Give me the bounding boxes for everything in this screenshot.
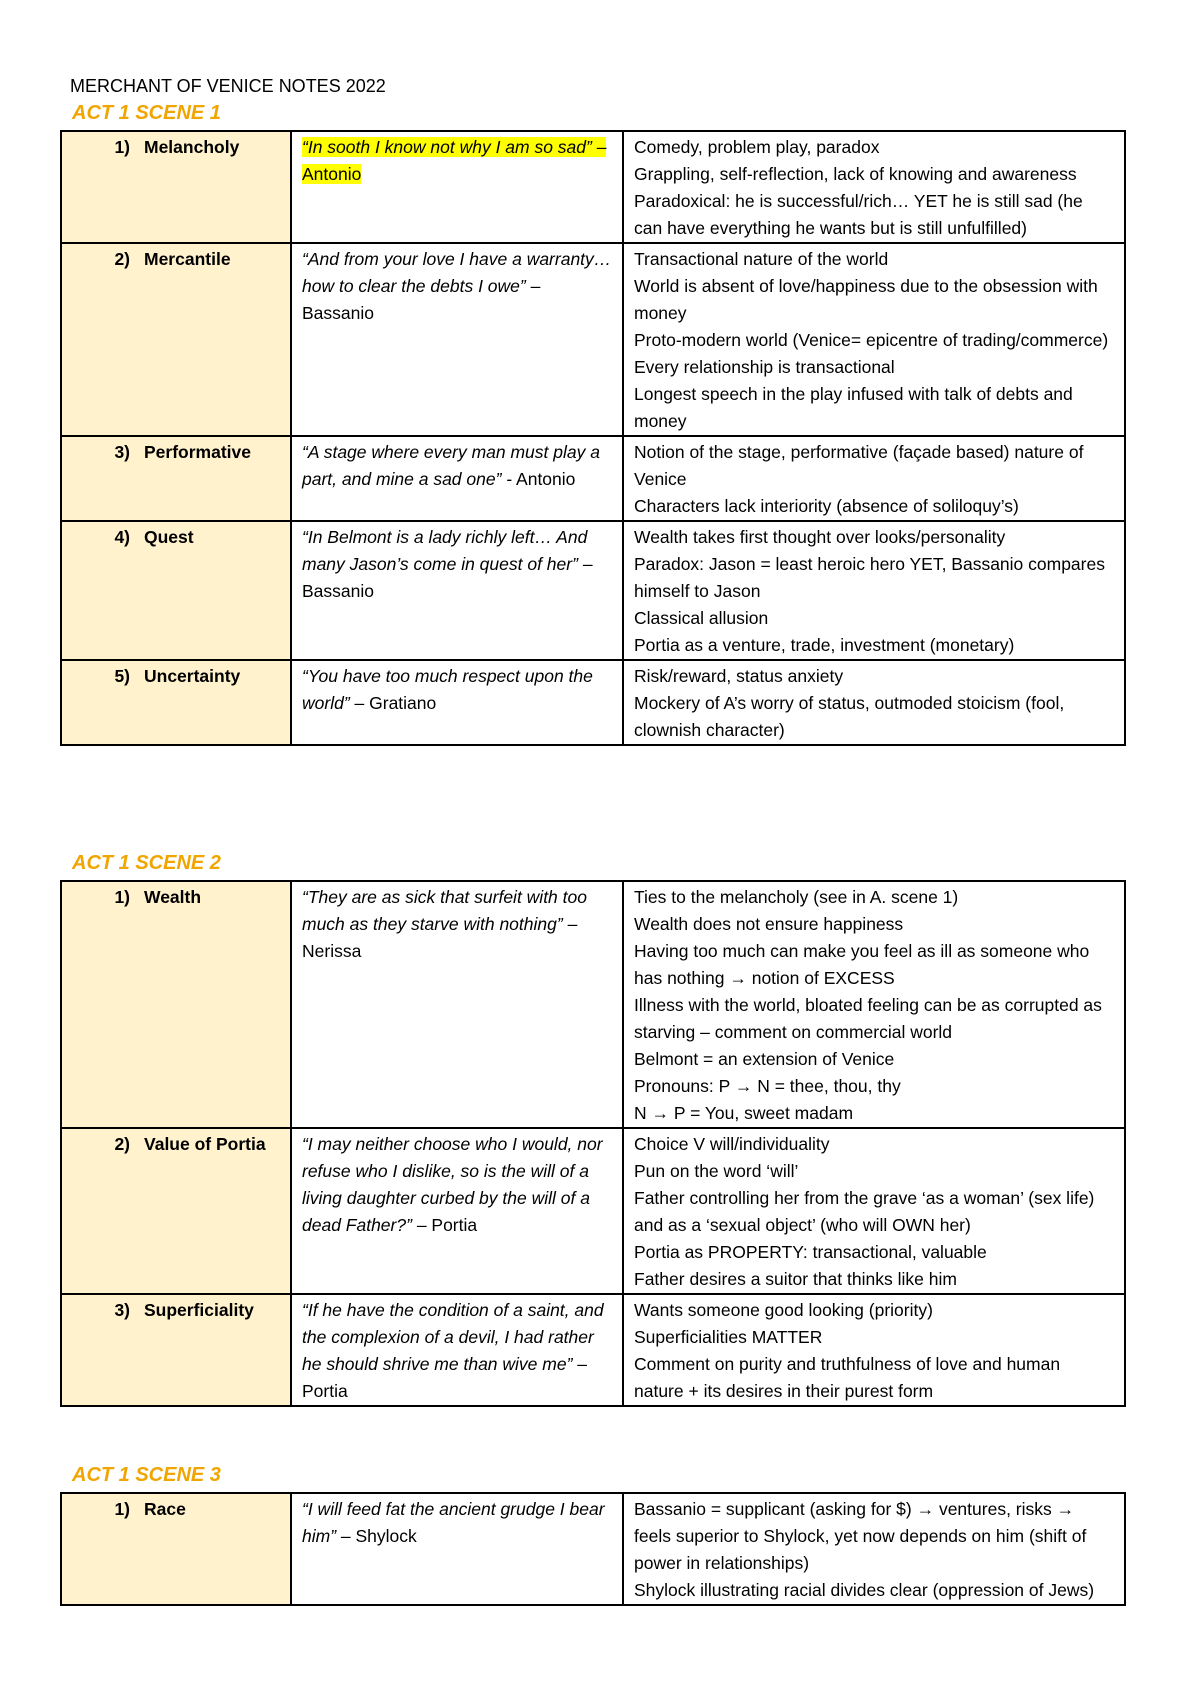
quote-text: “If he have the condition of a saint, and the complexion of a devil, I had rather he should shrive me than wive me” xyxy=(302,1300,604,1374)
theme-name: Uncertainty xyxy=(144,666,241,686)
theme-number: 5) xyxy=(114,666,130,686)
theme-number: 1) xyxy=(114,137,130,157)
note-line: Longest speech in the play infused with talk of debts and money xyxy=(634,384,1073,431)
note-line: Risk/reward, status anxiety xyxy=(634,666,844,686)
theme-name: Superficiality xyxy=(144,1300,254,1320)
note-line: N → P = You, sweet madam xyxy=(634,1103,854,1123)
quote-cell xyxy=(291,660,623,745)
note-line: Portia as a venture, trade, investment (monetary) xyxy=(634,635,1015,655)
notes-cell xyxy=(623,1294,1125,1406)
theme-cell xyxy=(61,1128,291,1294)
theme-number: 2) xyxy=(114,249,130,269)
table-row xyxy=(61,436,1125,521)
section-heading-act1-scene2: ACT 1 SCENE 2 xyxy=(72,852,221,874)
note-line: World is absent of love/happiness due to the obsession with money xyxy=(634,276,1098,323)
quote-speaker: – Portia xyxy=(416,1215,478,1235)
quote-speaker: – Shylock xyxy=(340,1526,417,1546)
note-line: Notion of the stage, performative (façade based) nature of Venice xyxy=(634,442,1084,489)
quote-text: “You have too much respect upon the world” xyxy=(302,666,593,713)
quote-text: “They are as sick that surfeit with too much as they starve with nothing” xyxy=(302,887,587,934)
note-line: Father desires a suitor that thinks like him xyxy=(634,1269,957,1289)
table-row xyxy=(61,1493,1125,1605)
table-row xyxy=(61,1294,1125,1406)
table-row xyxy=(61,131,1125,243)
note-line: Wants someone good looking (priority) xyxy=(634,1300,933,1320)
note-line: Characters lack interiority (absence of soliloquy’s) xyxy=(634,496,1019,516)
document-title: MERCHANT OF VENICE NOTES 2022 xyxy=(70,76,386,96)
theme-name: Race xyxy=(144,1499,186,1519)
note-line: Paradoxical: he is successful/rich… YET he is still sad (he can have everything he wants but is still unfulfilled) xyxy=(634,191,1083,238)
theme-cell xyxy=(61,131,291,243)
note-line: Grappling, self-reflection, lack of knowing and awareness xyxy=(634,164,1077,184)
theme-name: Mercantile xyxy=(144,249,231,269)
theme-number: 1) xyxy=(114,1499,130,1519)
quote-speaker: – Antonio xyxy=(302,137,607,184)
quote-speaker: - Antonio xyxy=(506,469,576,489)
section-heading-act1-scene3: ACT 1 SCENE 3 xyxy=(72,1464,221,1486)
note-line: Wealth does not ensure happiness xyxy=(634,914,904,934)
theme-name: Melancholy xyxy=(144,137,240,157)
notes-table-act1-scene3 xyxy=(60,1492,1126,1606)
quote-speaker: – Gratiano xyxy=(354,693,437,713)
note-line: Mockery of A’s worry of status, outmoded stoicism (fool, clownish character) xyxy=(634,693,1065,740)
table-row xyxy=(61,243,1125,436)
quote-cell xyxy=(291,881,623,1128)
note-line: Every relationship is transactional xyxy=(634,357,895,377)
theme-number: 4) xyxy=(114,527,130,547)
theme-name: Performative xyxy=(144,442,251,462)
quote-cell xyxy=(291,436,623,521)
notes-cell xyxy=(623,1128,1125,1294)
theme-cell xyxy=(61,660,291,745)
quote-text: “A stage where every man must play a part, and mine a sad one” xyxy=(302,442,600,489)
note-line: Belmont = an extension of Venice xyxy=(634,1049,895,1069)
theme-cell xyxy=(61,881,291,1128)
note-line: Portia as PROPERTY: transactional, valuable xyxy=(634,1242,987,1262)
quote-text: “I may neither choose who I would, nor refuse who I dislike, so is the will of a living daughter curbed by the will of a dead Father?” xyxy=(302,1134,603,1235)
table-row xyxy=(61,660,1125,745)
note-line: Bassanio = supplicant (asking for $) → ventures, risks → feels superior to Shylock, yet now depends on him (shift of power in relationships) xyxy=(634,1499,1087,1573)
notes-cell xyxy=(623,660,1125,745)
quote-cell xyxy=(291,243,623,436)
note-line: Father controlling her from the grave ‘as a woman’ (sex life) and as a ‘sexual object’ (who will OWN her) xyxy=(634,1188,1095,1235)
note-line: Proto-modern world (Venice= epicentre of trading/commerce) xyxy=(634,330,1109,350)
notes-cell xyxy=(623,243,1125,436)
theme-name: Value of Portia xyxy=(144,1134,266,1154)
table-row xyxy=(61,881,1125,1128)
theme-name: Quest xyxy=(144,527,194,547)
quote-text: “And from your love I have a warranty… how to clear the debts I owe” xyxy=(302,249,612,296)
quote-text: “In Belmont is a lady richly left… And many Jason’s come in quest of her” xyxy=(302,527,588,574)
quote-cell xyxy=(291,1294,623,1406)
quote-text: “I will feed fat the ancient grudge I bear him” xyxy=(302,1499,605,1546)
note-line: Shylock illustrating racial divides clear (oppression of Jews) xyxy=(634,1580,1095,1600)
note-line: Pun on the word ‘will’ xyxy=(634,1161,799,1181)
note-line: Pronouns: P → N = thee, thou, thy xyxy=(634,1076,901,1096)
notes-cell xyxy=(623,1493,1125,1605)
quote-cell xyxy=(291,1128,623,1294)
theme-name: Wealth xyxy=(144,887,202,907)
theme-cell xyxy=(61,436,291,521)
theme-number: 3) xyxy=(114,1300,130,1320)
notes-cell xyxy=(623,881,1125,1128)
note-line: Comedy, problem play, paradox xyxy=(634,137,880,157)
theme-cell xyxy=(61,1493,291,1605)
note-line: Comment on purity and truthfulness of love and human nature + its desires in their purest form xyxy=(634,1354,1061,1401)
note-line: Classical allusion xyxy=(634,608,769,628)
notes-cell xyxy=(623,131,1125,243)
section-heading-act1-scene1: ACT 1 SCENE 1 xyxy=(72,102,221,124)
quote-speaker: – Bassanio xyxy=(302,554,593,601)
note-line: Ties to the melancholy (see in A. scene 1) xyxy=(634,887,959,907)
theme-cell xyxy=(61,1294,291,1406)
notes-cell xyxy=(623,521,1125,660)
notes-table-act1-scene1 xyxy=(60,130,1126,746)
notes-table-act1-scene2 xyxy=(60,880,1126,1407)
theme-number: 1) xyxy=(114,887,130,907)
quote-cell xyxy=(291,1493,623,1605)
note-line: Illness with the world, bloated feeling can be as corrupted as starving – comment on commercial world xyxy=(634,995,1102,1042)
theme-cell xyxy=(61,521,291,660)
quote-speaker: – Bassanio xyxy=(302,276,541,323)
theme-number: 2) xyxy=(114,1134,130,1154)
notes-cell xyxy=(623,436,1125,521)
note-line: Transactional nature of the world xyxy=(634,249,889,269)
note-line: Wealth takes first thought over looks/personality xyxy=(634,527,1006,547)
note-line: Paradox: Jason = least heroic hero YET, Bassanio compares himself to Jason xyxy=(634,554,1105,601)
table-row xyxy=(61,1128,1125,1294)
quote-cell xyxy=(291,521,623,660)
note-line: Having too much can make you feel as ill as someone who has nothing → notion of EXCESS xyxy=(634,941,1090,988)
quote-cell xyxy=(291,131,623,243)
note-line: Superficialities MATTER xyxy=(634,1327,823,1347)
table-row xyxy=(61,521,1125,660)
theme-cell xyxy=(61,243,291,436)
quote-speaker: – Portia xyxy=(302,1354,588,1401)
theme-number: 3) xyxy=(114,442,130,462)
quote-speaker: – Nerissa xyxy=(302,914,578,961)
note-line: Choice V will/individuality xyxy=(634,1134,830,1154)
quote-text: “In sooth I know not why I am so sad” xyxy=(302,137,592,157)
